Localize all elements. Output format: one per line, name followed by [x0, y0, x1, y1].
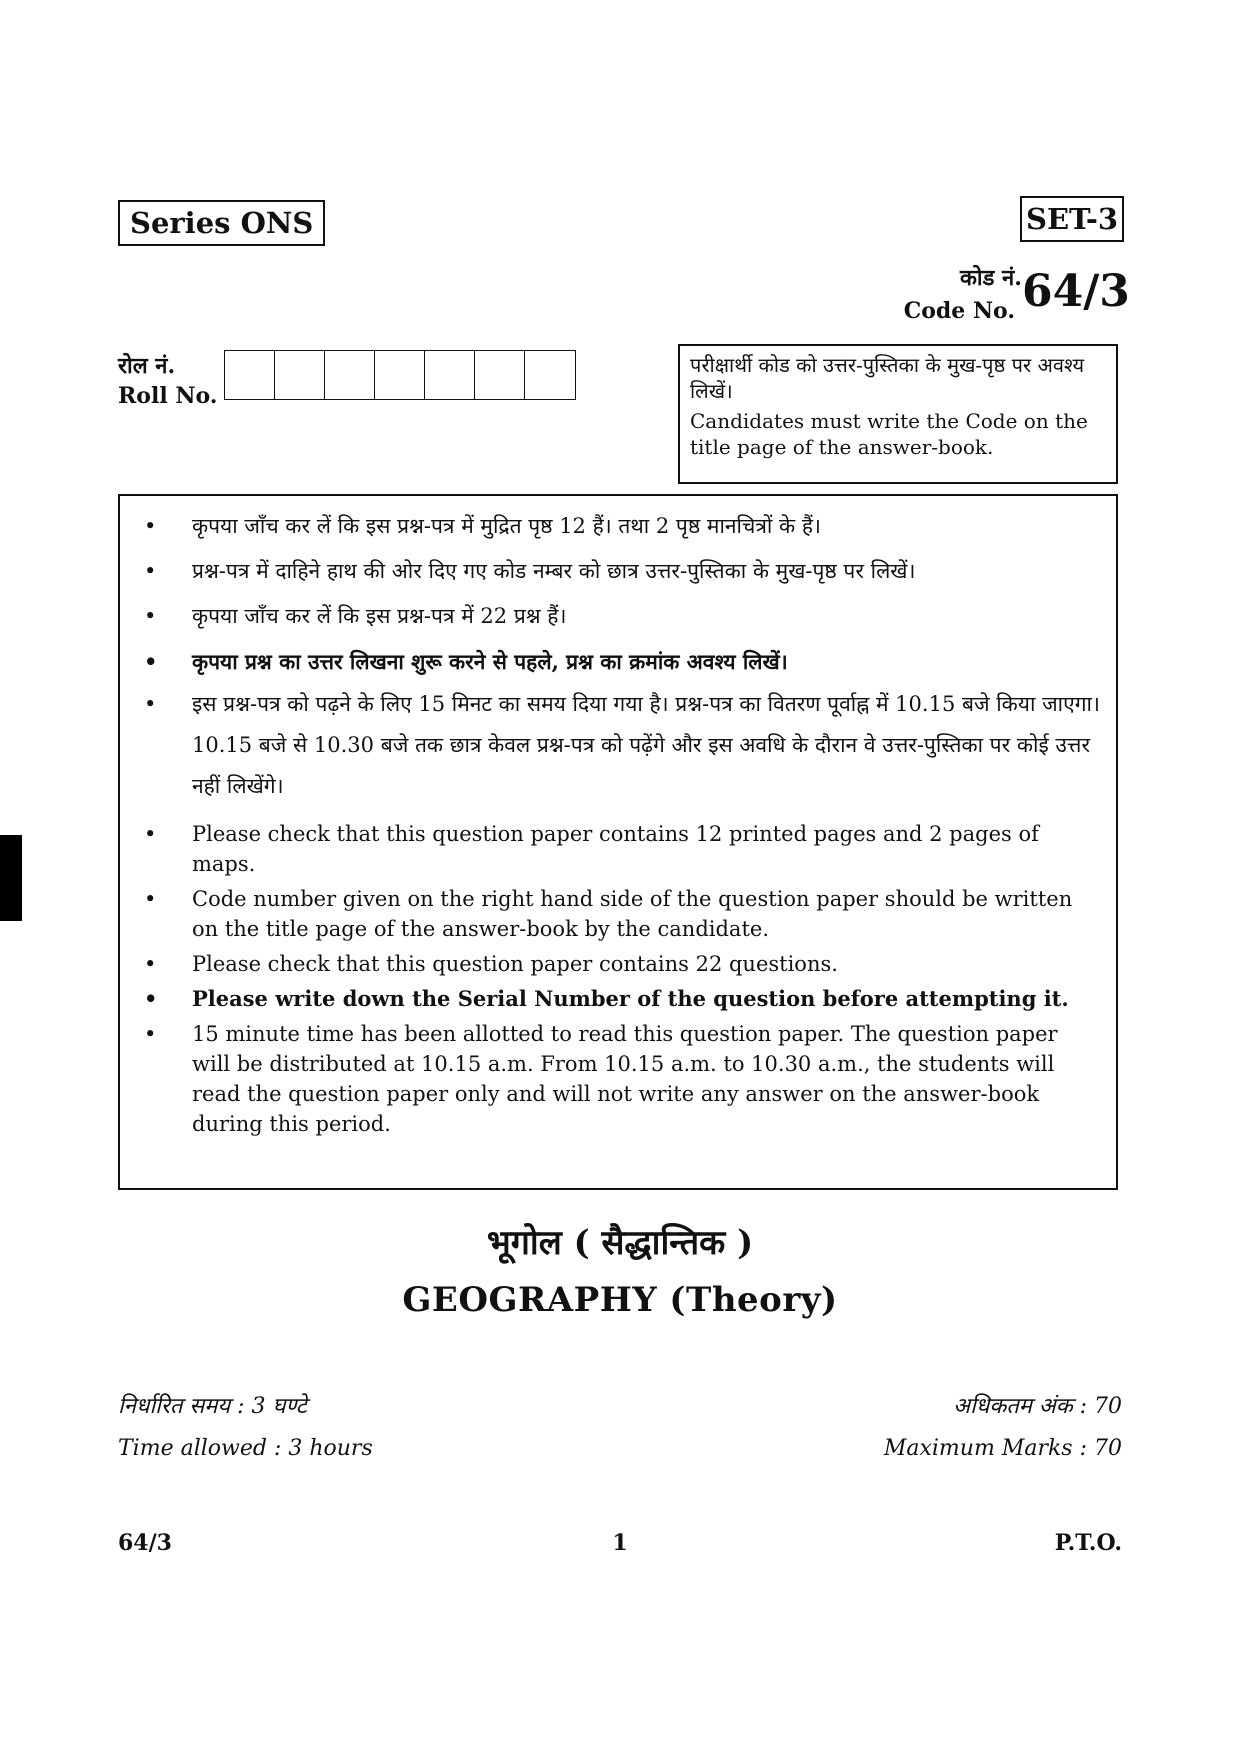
list-item: • प्रश्न-पत्र में दाहिने हाथ की ओर दिए गए कोड नम्बर को छात्र उत्तर-पुस्तिका के मुख-पृष्ठ पर लिखें। — [134, 549, 1102, 594]
page-number: 1 — [612, 1530, 628, 1556]
code-label-english: Code No. — [903, 298, 1015, 324]
set-label: SET-3 — [1020, 196, 1124, 242]
list-item: • Please check that this question paper contains 12 printed pages and 2 pages of maps. — [134, 819, 1102, 879]
time-allowed-hindi: निर्धारित समय : 3 घण्टे — [118, 1394, 307, 1419]
code-instruction-box — [678, 344, 1118, 484]
instructions-hindi — [134, 504, 1102, 807]
list-item: • इस प्रश्न-पत्र को पढ़ने के लिए 15 मिनट का समय दिया गया है। प्रश्न-पत्र का वितरण पूर्वाह्न में 10.15 बजे किया जाएगा। 10.15 बजे से 10.30 बजे तक छात्र केवल प्रश्न-पत्र को पढ़ेंगे और इस अवधि के दौरान वे उत्तर-पुस्तिका पर कोई उत्तर नहीं लिखेंगे। — [134, 684, 1102, 807]
footer-code: 64/3 — [118, 1530, 172, 1556]
please-turn-over: P.T.O. — [1054, 1530, 1122, 1556]
instructions-box — [118, 494, 1118, 1190]
list-item: • कृपया जाँच कर लें कि इस प्रश्न-पत्र में 22 प्रश्न हैं। — [134, 594, 1102, 639]
time-allowed-english: Time allowed : 3 hours — [118, 1436, 373, 1461]
roll-digit-box[interactable] — [525, 351, 575, 399]
maximum-marks-hindi: अधिकतम अंक : 70 — [953, 1394, 1122, 1419]
roll-label-hindi: रोल नं. — [118, 353, 176, 379]
code-label-hindi: कोड नं. — [960, 265, 1022, 291]
roll-digit-box[interactable] — [425, 351, 475, 399]
roll-digit-box[interactable] — [225, 351, 275, 399]
list-item: • Please check that this question paper contains 22 questions. — [134, 949, 1102, 979]
code-number: 64/3 — [1022, 266, 1130, 317]
code-note-hindi: परीक्षार्थी कोड को उत्तर-पुस्तिका के मुख-पृष्ठ पर अवश्य लिखें। — [690, 353, 1085, 403]
code-note-english: Candidates must write the Code on the title page of the answer-book. — [690, 409, 1088, 459]
roll-number-boxes — [224, 350, 576, 400]
list-item: • कृपया जाँच कर लें कि इस प्रश्न-पत्र में मुद्रित पृष्ठ 12 हैं। तथा 2 पृष्ठ मानचित्रों के हैं। — [134, 504, 1102, 549]
subject-title-hindi: भूगोल ( सैद्धान्तिक ) — [486, 1223, 754, 1263]
list-item: • कृपया प्रश्न का उत्तर लिखना शुरू करने से पहले, प्रश्न का क्रमांक अवश्य लिखें। — [134, 639, 1102, 684]
roll-digit-box[interactable] — [475, 351, 525, 399]
roll-digit-box[interactable] — [325, 351, 375, 399]
list-item: • 15 minute time has been allotted to read this question paper. The question paper will be distributed at 10.15 a.m. From 10.15 a.m. to 10.30 a.m., the students will read the question paper only and will not write any answer on the answer-book during this period. — [134, 1019, 1102, 1139]
scan-edge-mark — [0, 835, 22, 921]
instructions-english — [134, 819, 1102, 1139]
series-label: Series ONS — [118, 200, 325, 246]
roll-label-english: Roll No. — [118, 383, 218, 409]
maximum-marks-english: Maximum Marks : 70 — [883, 1436, 1122, 1461]
subject-title-english: GEOGRAPHY (Theory) — [402, 1280, 838, 1320]
list-item: • Code number given on the right hand side of the question paper should be written on the title page of the answer-book by the candidate. — [134, 884, 1102, 944]
roll-digit-box[interactable] — [375, 351, 425, 399]
list-item: • Please write down the Serial Number of the question before attempting it. — [134, 984, 1102, 1014]
roll-digit-box[interactable] — [275, 351, 325, 399]
